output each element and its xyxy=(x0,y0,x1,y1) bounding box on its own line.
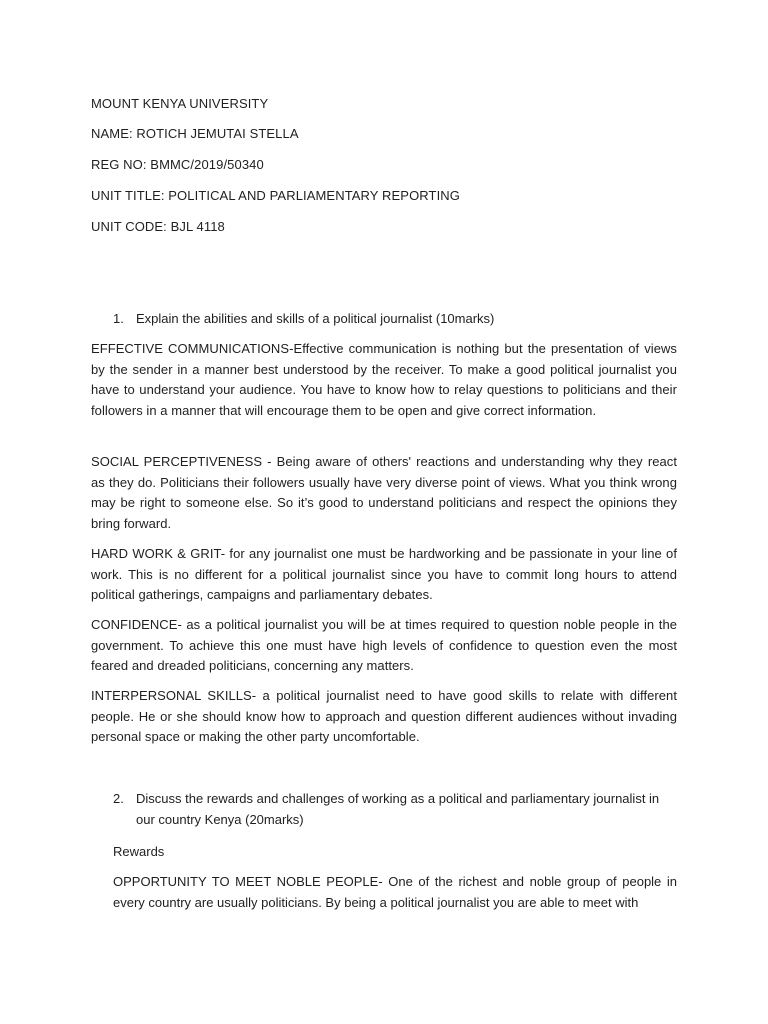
question-2-number: 2. xyxy=(113,791,124,806)
reward-noble-people: OPPORTUNITY TO MEET NOBLE PEOPLE- One of the richest and noble group of people in every country are usually politicians. By being a political journalist you are able to meet with xyxy=(113,874,677,910)
rewards-heading: Rewards xyxy=(113,844,165,859)
unit-code: UNIT CODE: BJL 4118 xyxy=(91,219,225,234)
university-name: MOUNT KENYA UNIVERSITY xyxy=(91,96,269,111)
answer-social-perceptiveness: SOCIAL PERCEPTIVENESS - Being aware of others' reactions and understanding why they react as they do. Politicians their followers usually have very diverse point of views. What you think wrong may be right to someone else. So it’s good to understand politicians and respect the opinions they bring forward. xyxy=(91,454,677,531)
question-2-text: Discuss the rewards and challenges of working as a political and parliamentary journalist in our country Kenya (20marks) xyxy=(136,791,660,827)
answer-interpersonal-skills: INTERPERSONAL SKILLS- a political journalist need to have good skills to relate with different people. He or she should know how to approach and question different audiences without invading personal space or making the other party uncomfortable. xyxy=(91,688,677,745)
answer-confidence: CONFIDENCE- as a political journalist you will be at times required to question noble people in the government. To achieve this one must have high levels of confidence to question even the most feared and dreaded politicians, concerning any matters. xyxy=(91,617,677,674)
unit-title: UNIT TITLE: POLITICAL AND PARLIAMENTARY REPORTING xyxy=(91,188,460,203)
question-2 xyxy=(91,789,677,830)
student-name: NAME: ROTICH JEMUTAI STELLA xyxy=(91,126,299,141)
question-1 xyxy=(91,309,677,330)
registration-number: REG NO: BMMC/2019/50340 xyxy=(91,157,264,172)
question-1-number: 1. xyxy=(113,311,124,326)
answer-hard-work-grit: HARD WORK & GRIT- for any journalist one must be hardworking and be passionate in your line of work. This is no different for a political journalist since you have to commit long hours to attend political gatherings, campaigns and parliamentary debates. xyxy=(91,546,677,603)
answer-effective-communications: EFFECTIVE COMMUNICATIONS-Effective communication is nothing but the presentation of views by the sender in a manner best understood by the receiver. To make a good political journalist you have to understand your audience. You have to know how to relay questions to politicians and their followers in a manner that will encourage them to be open and give correct information. xyxy=(91,341,677,418)
question-1-text: Explain the abilities and skills of a political journalist (10marks) xyxy=(136,311,495,326)
